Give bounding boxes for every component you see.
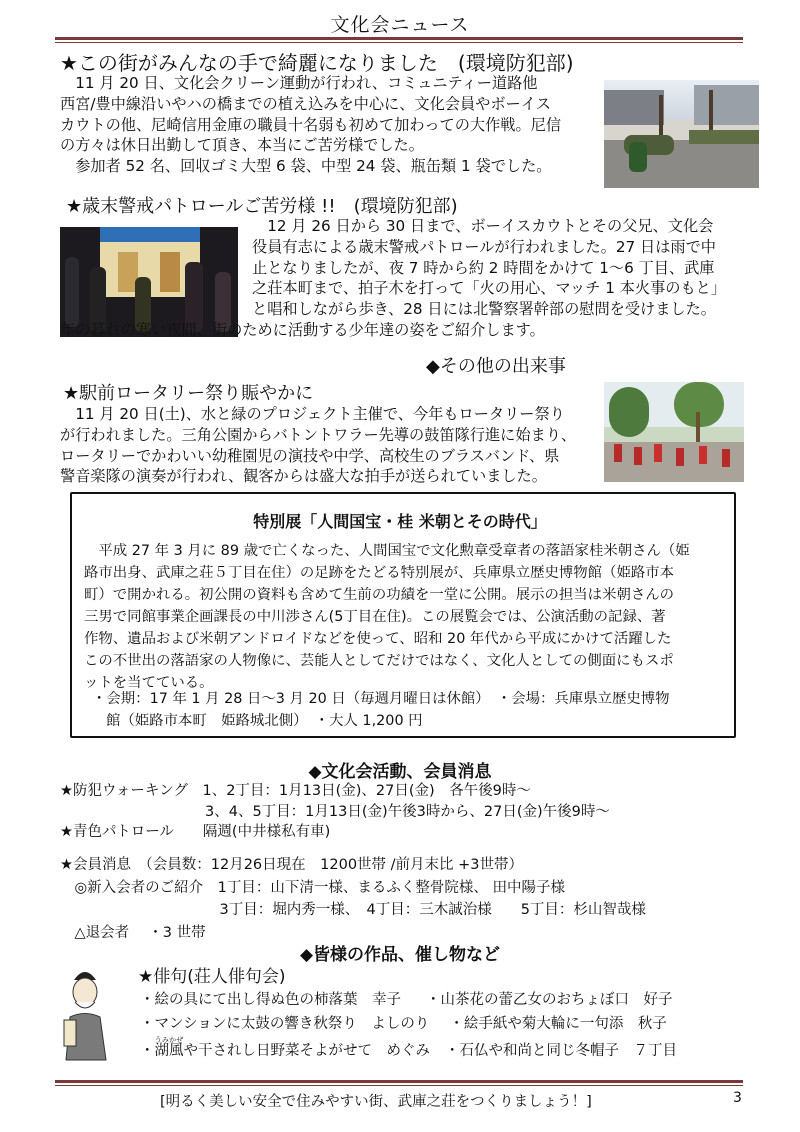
works-heading: ◆皆様の作品、催し物など	[299, 945, 501, 965]
rotary-body	[60, 404, 576, 487]
haiku-entry: ・山茶花の蕾乙女のおちょぼ口 好子	[426, 992, 673, 1008]
haiku-entry: ・絵の具にて出し得ぬ色の柿落葉 幸子	[140, 992, 401, 1008]
haiku-row	[140, 1036, 677, 1063]
member-news-row: △退会者 ・3 世帯	[60, 924, 206, 941]
rotary-heading: ★駅前ロータリー祭り賑やかに	[63, 383, 314, 404]
haiku-reading: うみかぜ	[154, 1036, 184, 1044]
special-info	[92, 688, 670, 732]
member-news	[60, 854, 646, 944]
haiku-heading: ★俳句(荘人俳句会)	[138, 967, 286, 987]
special-line: ットを当てている。	[84, 675, 214, 691]
activities-row: ★防犯ウォーキング 1、2丁目：1月13日(金)、27日(金) 各午後9時～	[60, 783, 531, 799]
patrol-line: 止となりましたが、夜 7 時から約 2 時間をかけて 1～6 丁目、武庫	[252, 258, 715, 277]
patrol-line: 12 月 26 日から 30 日まで、ボーイスカウトとその父兄、文化会	[252, 217, 714, 235]
haiku-bullet: ・	[140, 1043, 155, 1059]
special-line: 町）で開かれる。初公開の資料も含めて生前の功績を一堂に公開。展示の担当は米朝さんの	[84, 587, 675, 603]
haiku-entry: ・マンションに太鼓の響き秋祭り よしのり	[140, 1016, 430, 1032]
cleanup-line: の方々は休日出勤して頂き、本当にご苦労様でした。	[60, 136, 424, 155]
patrol-line: と唱和しながら歩き、28 日には北警察署幹部の慰問を受けました。	[252, 300, 716, 319]
rotary-line: 11 月 20 日(土)、水と緑のプロジェクト主催で、今年もロータリー祭り	[60, 405, 565, 423]
haiku-entry: ・石仏や和尚と同じ冬帽子 ７丁目	[445, 1043, 677, 1059]
cleanup-body	[60, 73, 561, 177]
rotary-line: が行われました。三角公園からバトントワラー先導の鼓笛隊行進に始まり、	[60, 425, 577, 444]
haiku-entry: ・絵手紙や菊大輪に一句添 秋子	[449, 1016, 667, 1032]
header-rule-thin	[55, 42, 743, 43]
member-news-row: ◎新入会者のご紹介 1丁目：山下清一様、まるふく整骨院様、 田中陽子様	[60, 879, 565, 896]
haiku-poet-illustration	[60, 962, 110, 1062]
footer-rule-thin	[55, 1085, 743, 1086]
patrol-line: 役員有志による歳末警戒パトロールが行われました。27 日は雨で中	[252, 237, 716, 256]
member-news-row: ★会員消息 （会員数：12月26日現在 1200世帯 /前月末比 +3世帯）	[60, 857, 524, 873]
cleanup-heading: ★この街がみんなの手で綺麗になりました (環境防犯部)	[60, 51, 574, 75]
other-events-heading: ◆その他の出来事	[426, 356, 566, 377]
special-line: 平成 27 年 3 月に 89 歳で亡くなった、人間国宝で文化勲章受章者の落語家桂米朝さん（姫	[84, 543, 690, 559]
haiku-entry	[140, 1036, 430, 1059]
special-line: この不世出の落語家の人物像に、芸能人としてだけではなく、文化人としての側面にもスポ	[84, 653, 674, 669]
activities-list	[60, 781, 610, 843]
page-number: 3	[733, 1090, 742, 1106]
haiku-row	[140, 1012, 677, 1036]
cleanup-photo	[604, 80, 759, 188]
special-info-line: 館（姫路市本町 姫路城北側） ・大人 1,200 円	[106, 713, 423, 729]
newsletter-title: 文化会ニュース	[330, 14, 470, 36]
haiku-kanji: 湖風	[154, 1043, 184, 1059]
footer-slogan: [明るく美しい安全で住みやすい街、武庫之荘をつくりましょう！]	[160, 1094, 592, 1110]
special-info-line: ・会期：17 年 1 月 28 日～3 月 20 日（毎週月曜日は休館） ・会場：兵庫県立歴史博物	[92, 691, 670, 707]
patrol-closing	[60, 320, 545, 341]
activities-heading: ◆文化会活動、会員消息	[308, 762, 492, 782]
rotary-line: ロータリーでかわいい幼稚園児の演技や中学、高校生のブラスバンド、県	[60, 446, 560, 465]
special-line: 路市出身、武庫之荘５丁目在住）の足跡をたどる特別展が、兵庫県立歴史博物館（姫路市本	[84, 565, 675, 581]
rotary-line: 警音楽隊の演奏が行われ、観客からは盛大な拍手が送られていました。	[60, 467, 547, 486]
cleanup-line: 11 月 20 日、文化会クリーン運動が行われ、コミュニティー道路他	[60, 74, 538, 92]
special-exhibition-title: 特別展「人間国宝・桂 米朝とその時代」	[253, 512, 547, 531]
activities-row: ★青色パトロール 隔週(中井様私有車)	[60, 824, 331, 840]
footer-rule	[55, 1080, 743, 1083]
header-rule	[55, 37, 743, 40]
cleanup-line: カウトの他、尼崎信用金庫の職員十名弱も初めて加わっての大作戦。尼信	[60, 115, 562, 134]
haiku-ruby	[154, 1036, 184, 1059]
member-news-row: 3丁目：堀内秀一様、 4丁目：三木誠治様 5丁目：杉山智哉様	[60, 902, 646, 918]
haiku-text: や干されし日野菜そよがせて めぐみ	[183, 1043, 430, 1059]
special-exhibition-body	[84, 540, 690, 694]
patrol-body	[252, 216, 726, 320]
activities-row: 3、4、5丁目：1月13日(金)午後3時から、27日(金)午後9時～	[60, 803, 610, 820]
haiku-list	[140, 988, 677, 1063]
cleanup-line: 西宮/豊中線沿いやハの橋までの植え込みを中心に、文化会員やボーイス	[60, 94, 551, 113]
special-line: 作物、遺品および米朝アンドロイドなどを使って、昭和 20 年代から平成にかけて活躍した	[84, 631, 672, 647]
cleanup-line: 参加者 52 名、回収ゴミ大型 6 袋、中型 24 袋、瓶缶類 1 袋でした。	[60, 157, 552, 176]
rotary-photo	[604, 382, 744, 482]
special-line: 三男で同館事業企画課長の中川渉さん(5丁目在住)。この展覧会では、公演活動の記録、著	[84, 609, 666, 625]
patrol-line: 之荘本町まで、拍子木を打って「火の用心、マッチ 1 本火事のもと」	[252, 279, 727, 298]
patrol-heading: ★歳末警戒パトロールご苦労様 !! (環境防犯部)	[66, 196, 458, 217]
haiku-row	[140, 988, 677, 1012]
patrol-line: 年の暮れの寒い夜間、街のために活動する少年達の姿をご紹介します。	[60, 321, 545, 339]
